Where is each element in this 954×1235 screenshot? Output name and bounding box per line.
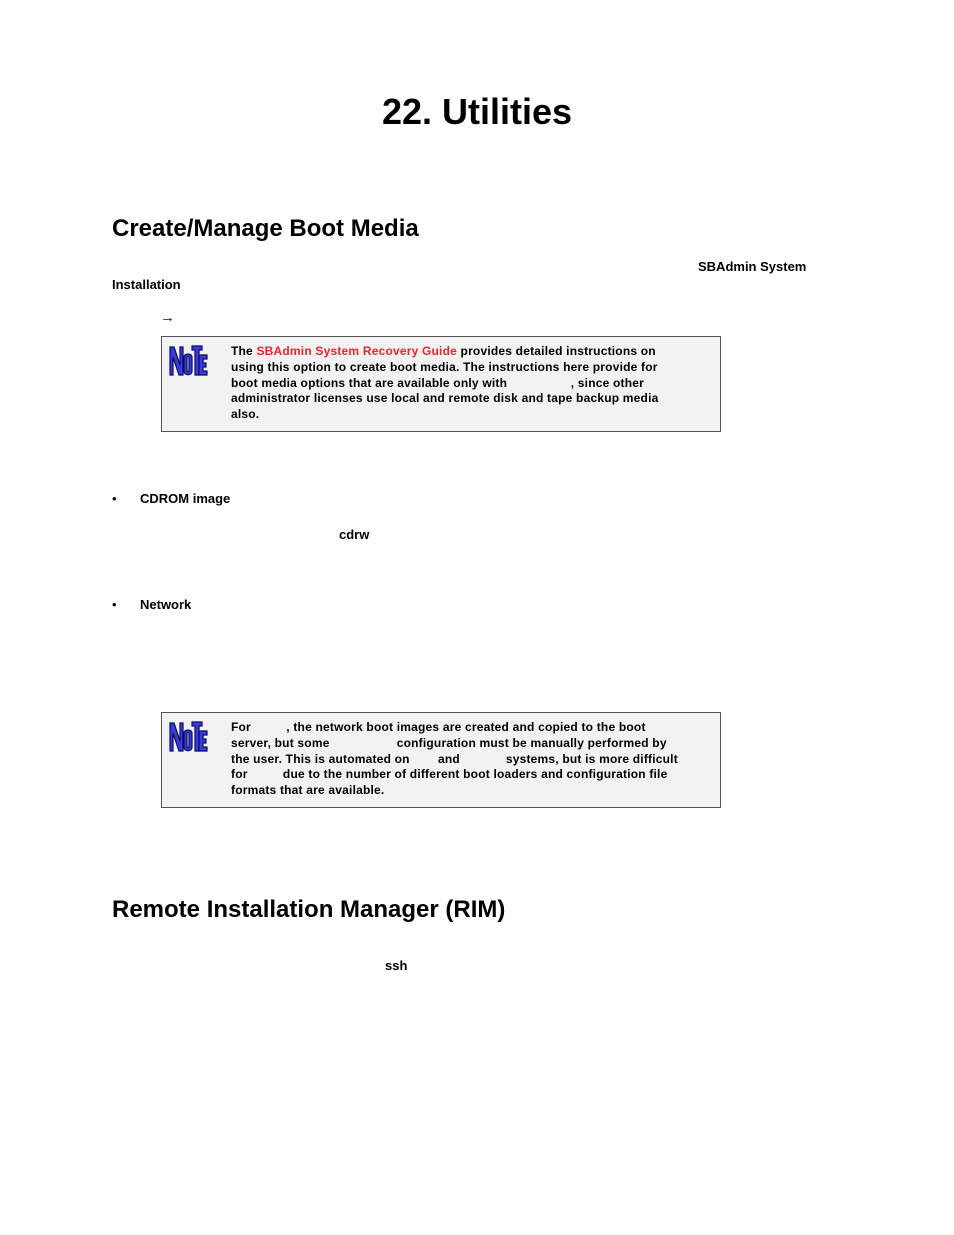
- note-line: formats that are available.: [231, 783, 385, 798]
- note-line: For , the network boot images are created and copied to the boot: [231, 720, 646, 734]
- note-icon: [168, 719, 208, 755]
- recovery-guide-link[interactable]: SBAdmin System Recovery Guide: [256, 344, 457, 358]
- bullet-label-network: Network: [140, 597, 192, 612]
- arrow-right-icon: →: [160, 309, 175, 326]
- term-ssh: ssh: [385, 958, 408, 973]
- note-line: the user. This is automated on and systems, but is more difficult: [231, 751, 678, 766]
- term-sbadmin-system: SBAdmin System: [698, 259, 807, 274]
- note-line: for due to the number of different boot loaders and configuration file: [231, 767, 668, 782]
- note-icon: [168, 343, 208, 379]
- note-text: [231, 344, 691, 423]
- term-cdrw: cdrw: [339, 527, 370, 542]
- note-line: boot media options that are available only with , since other: [231, 375, 645, 390]
- note-box-recovery-guide: [161, 336, 721, 432]
- bullet-marker: •: [112, 597, 117, 612]
- section-heading-rim: Remote Installation Manager (RIM): [112, 896, 506, 923]
- term-installation: Installation: [112, 277, 181, 292]
- note-box-network-boot: [161, 712, 721, 808]
- note-line: also.: [231, 407, 260, 422]
- note-text: [231, 720, 691, 799]
- note-line: administrator licenses use local and remote disk and tape backup media: [231, 391, 659, 406]
- note-line: server, but some configuration must be manually performed by: [231, 735, 667, 750]
- bullet-label-cdrom: CDROM image: [140, 491, 231, 506]
- section-heading-boot-media: Create/Manage Boot Media: [112, 215, 419, 242]
- note-line: using this option to create boot media. The instructions here provide for: [231, 359, 658, 374]
- chapter-title: 22. Utilities: [381, 91, 573, 132]
- note-line: The SBAdmin System Recovery Guide provides detailed instructions on: [231, 344, 656, 358]
- bullet-marker: •: [112, 491, 117, 506]
